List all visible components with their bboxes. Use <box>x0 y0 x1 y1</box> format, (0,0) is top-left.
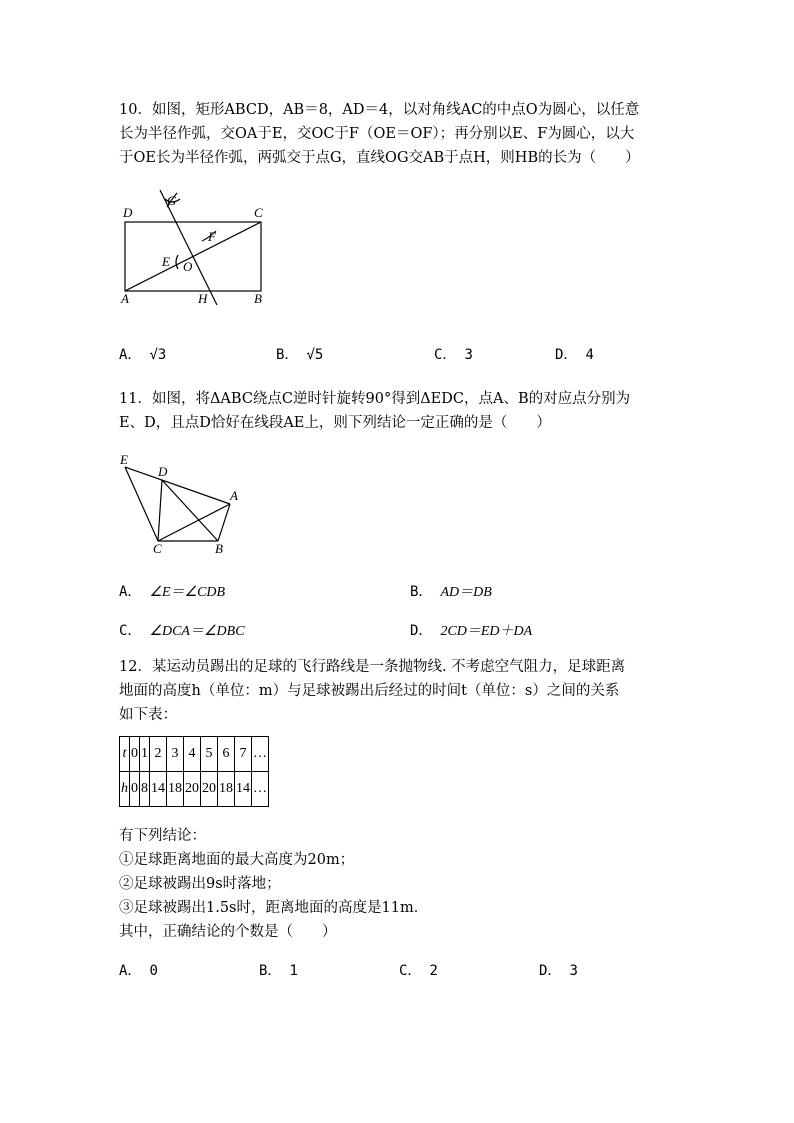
table-cell: h <box>120 772 130 807</box>
table-cell: … <box>252 737 269 772</box>
table-cell: 8 <box>140 772 150 807</box>
segment-ec <box>125 467 158 541</box>
q10-line-2: 长为半径作弧，交OA于E，交OC于F（OE＝OF）；再分别以E、F为圆心，以大 <box>119 126 635 142</box>
table-cell: 20 <box>184 772 201 807</box>
q11-option-d[interactable] <box>410 620 532 640</box>
conclusions-intro: 有下列结论： <box>119 828 206 844</box>
q12-conclusions <box>119 824 679 944</box>
q12-line-3: 如下表： <box>119 707 177 723</box>
option-value: √3 <box>149 347 167 363</box>
table-cell: 14 <box>150 772 167 807</box>
label-a: A <box>230 488 238 503</box>
q12-option-b[interactable] <box>259 960 298 980</box>
question-11 <box>119 387 679 435</box>
label-h: H <box>198 291 208 306</box>
option-label: D． <box>410 623 433 639</box>
table-cell: t <box>120 737 130 772</box>
label-b: B <box>254 291 262 306</box>
table-cell: 1 <box>140 737 150 772</box>
label-a: A <box>121 291 129 306</box>
q10-option-a[interactable] <box>119 344 166 364</box>
option-label: D． <box>555 347 578 363</box>
table-cell: 18 <box>218 772 235 807</box>
table-cell: 0 <box>130 772 140 807</box>
option-label: A． <box>119 584 142 600</box>
option-value: 0 <box>149 963 158 979</box>
segment-ea <box>125 467 230 504</box>
option-value: 1 <box>289 963 298 979</box>
question-12 <box>119 655 679 727</box>
label-d: D <box>123 205 133 220</box>
table-row-t <box>120 737 269 772</box>
table-row-h <box>120 772 269 807</box>
segment-db <box>162 480 218 541</box>
label-d: D <box>158 464 168 479</box>
option-value: AD＝DB <box>440 585 492 600</box>
q10-option-b[interactable] <box>276 344 323 364</box>
label-f: F <box>208 229 216 244</box>
table-cell: … <box>252 772 269 807</box>
label-e: E <box>120 452 128 467</box>
q12-line-1: 12．某运动员踢出的足球的飞行路线是一条抛物线. 不考虑空气阻力，足球距离 <box>119 659 626 675</box>
table-cell: 18 <box>167 772 184 807</box>
table-cell: 3 <box>167 737 184 772</box>
conclusion-3: ③足球被踢出1.5s时，距离地面的高度是11m． <box>119 900 429 916</box>
label-c: C <box>254 205 263 220</box>
q12-line-2: 地面的高度h（单位：m）与足球被踢出后经过的时间t（单位：s）之间的关系 <box>119 683 620 699</box>
label-o: O <box>183 259 193 274</box>
q11-line-1: 11．如图，将ΔABC绕点C逆时针旋转90°得到ΔEDC，点A、B的对应点分别为 <box>119 391 631 407</box>
option-label: B． <box>259 963 282 979</box>
option-label: C． <box>399 963 422 979</box>
conclusion-2: ②足球被踢出9s时落地； <box>119 876 281 892</box>
table-cell: 7 <box>235 737 252 772</box>
option-value: 3 <box>464 347 473 363</box>
table-cell: 6 <box>218 737 235 772</box>
option-value: 2 <box>429 963 438 979</box>
q10-option-d[interactable] <box>555 344 594 364</box>
q10-line-1: 10．如图，矩形ABCD，AB＝8，AD＝4，以对角线AC的中点O为圆心，以任意 <box>119 102 640 118</box>
option-label: B． <box>410 584 433 600</box>
table-cell: 20 <box>201 772 218 807</box>
option-label: C． <box>434 347 457 363</box>
q11-option-a[interactable] <box>119 581 225 601</box>
label-e: E <box>162 254 170 269</box>
option-value: 2CD＝ED＋DA <box>440 624 533 639</box>
q11-figure <box>112 452 247 557</box>
q12-option-c[interactable] <box>399 960 438 980</box>
label-b: B <box>215 541 223 556</box>
option-value: ∠E＝∠CDB <box>149 585 226 600</box>
table-cell: 4 <box>184 737 201 772</box>
option-label: A． <box>119 347 142 363</box>
q10-option-c[interactable] <box>434 344 473 364</box>
option-label: A． <box>119 963 142 979</box>
conclusion-1: ①足球距离地面的最大高度为20m； <box>119 852 355 868</box>
table-cell: 14 <box>235 772 252 807</box>
table-cell: 5 <box>201 737 218 772</box>
q10-line-3: 于OE长为半径作弧，两弧交于点G，直线OG交AB于点H，则HB的长为（ ） <box>119 150 640 166</box>
q10-figure <box>110 185 280 310</box>
option-value: 4 <box>585 347 594 363</box>
q11-option-b[interactable] <box>410 581 492 601</box>
q12-option-d[interactable] <box>539 960 578 980</box>
option-label: B． <box>276 347 299 363</box>
option-label: C． <box>119 623 142 639</box>
t-h-table <box>119 736 269 807</box>
segment-dc <box>158 480 162 541</box>
question-10 <box>119 98 679 170</box>
option-value: ∠DCA＝∠DBC <box>149 624 245 639</box>
option-value: 3 <box>569 963 578 979</box>
table-cell: 2 <box>150 737 167 772</box>
option-label: D． <box>539 963 562 979</box>
q11-line-2: E、D，且点D恰好在线段AE上，则下列结论一定正确的是（ ） <box>119 415 551 431</box>
option-value: √5 <box>306 347 324 363</box>
table-cell: 0 <box>130 737 140 772</box>
label-g: G <box>167 193 177 208</box>
label-c: C <box>153 541 162 556</box>
arc-e <box>176 255 178 269</box>
q12-question: 其中，正确结论的个数是（ ） <box>119 924 337 940</box>
q11-option-c[interactable] <box>119 620 245 640</box>
q12-option-a[interactable] <box>119 960 158 980</box>
